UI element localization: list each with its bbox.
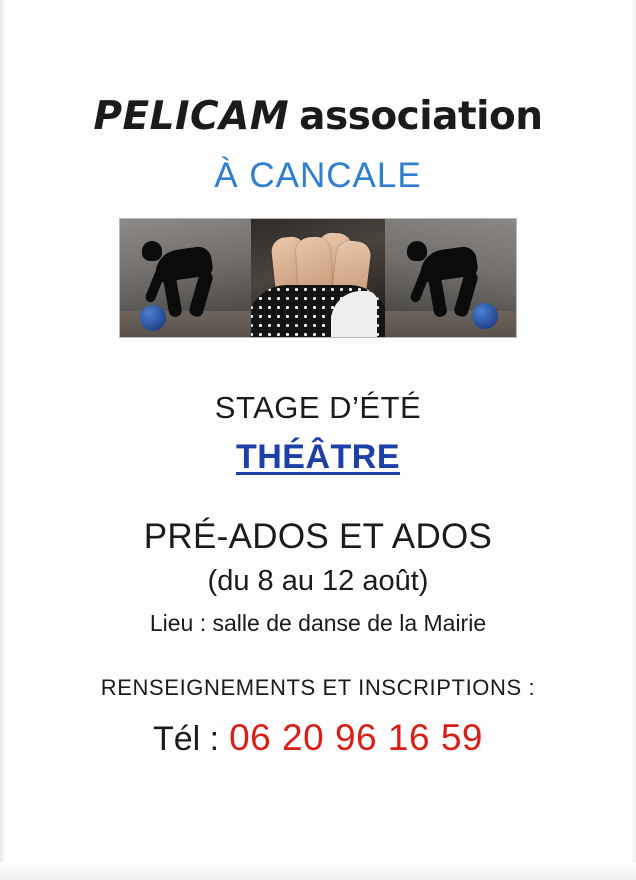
audience-line: PRÉ-ADOS ET ADOS (143, 517, 493, 556)
scan-edge-bottom (0, 862, 636, 880)
scan-edge-left (0, 0, 6, 880)
scan-edge-right (631, 0, 636, 880)
info-label: RENSEIGNEMENTS ET INSCRIPTIONS : (100, 675, 536, 700)
silhouette-head-icon (142, 241, 162, 261)
blue-ball-icon (472, 303, 498, 329)
telephone-label: Tél : (152, 720, 220, 758)
hands-group (251, 219, 386, 337)
brand-name: PELICAM (93, 94, 290, 139)
brand-suffix: association (299, 94, 543, 139)
hand-icon (295, 236, 333, 292)
blue-ball-icon (140, 305, 166, 331)
place-line: Lieu : salle de danse de la Mairie (149, 610, 487, 636)
telephone-line (153, 717, 483, 759)
dates-line: (du 8 au 12 août) (207, 565, 429, 597)
stage-heading: STAGE D’ÉTÉ (214, 390, 422, 425)
photo-silhouette-dancer-right (385, 219, 516, 337)
city-subtitle: À CANCALE (214, 156, 422, 195)
photo-raised-hands-center (251, 219, 386, 337)
photo-silhouette-dancer-left (120, 219, 251, 337)
telephone-number: 06 20 96 16 59 (229, 717, 484, 758)
silhouette-arm-icon (144, 268, 166, 303)
silhouette-head-icon (407, 241, 427, 261)
photo-strip (119, 218, 517, 338)
brand-title (93, 94, 543, 139)
discipline-heading: THÉÂTRE (235, 438, 401, 476)
silhouette-arm-icon (409, 268, 431, 303)
